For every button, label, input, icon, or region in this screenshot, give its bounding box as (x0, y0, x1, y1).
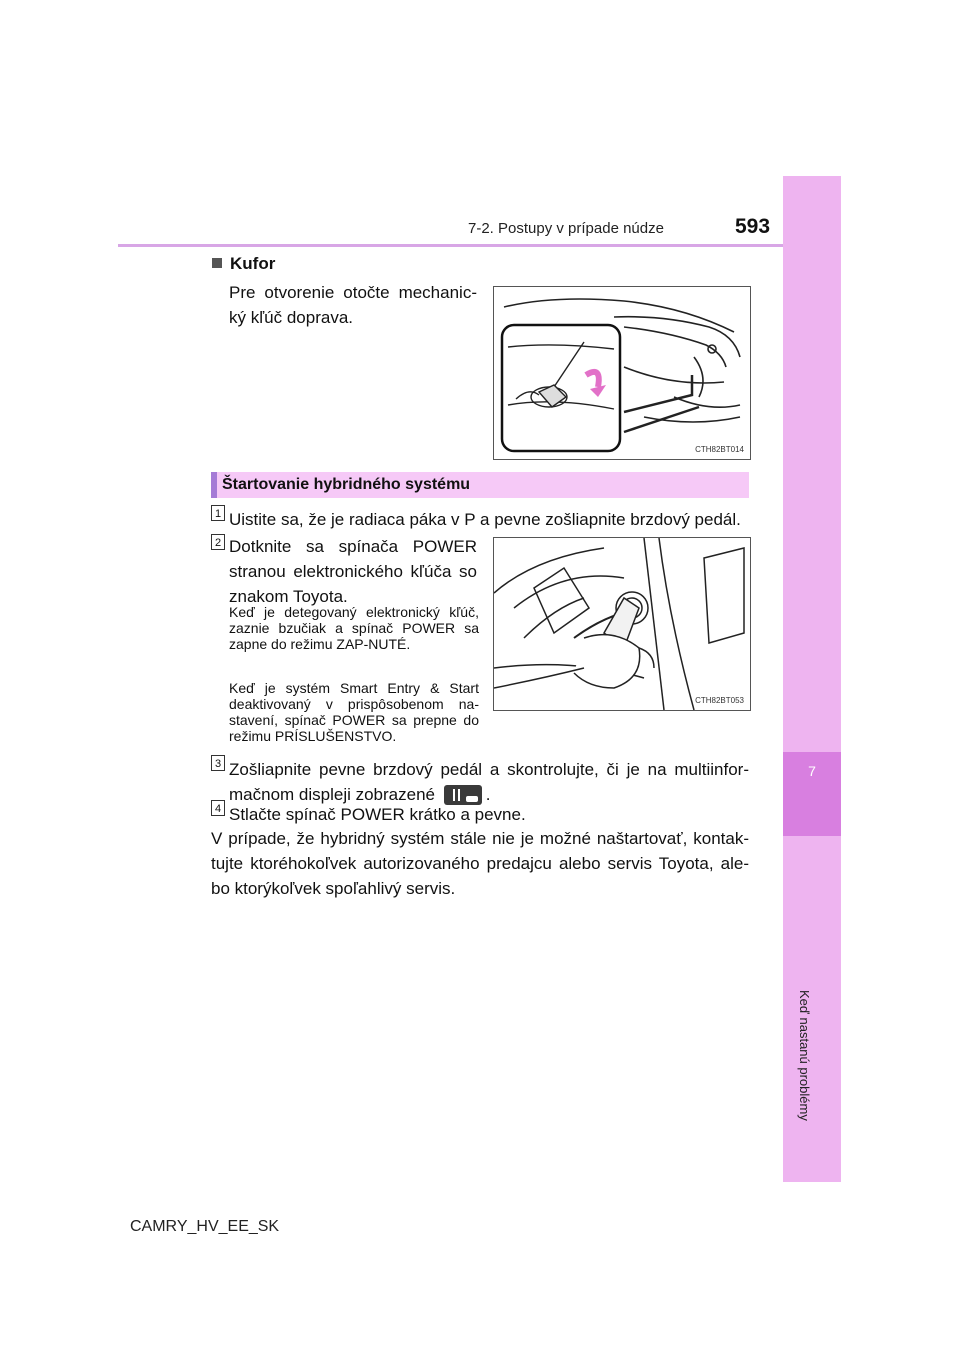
step-3-text-after: . (485, 785, 491, 804)
section-heading: Štartovanie hybridného systému (222, 476, 471, 493)
kufor-heading (212, 254, 275, 274)
step-3-text-before: Zošliapnite pevne brzdový pedál a skontrolujte, či je na multiinfor-mačnom displeji zobrazené (229, 760, 749, 804)
figure-code: CTH82BT014 (695, 445, 744, 454)
step-4-text: Stlačte spínač POWER krátko a pevne. (229, 805, 526, 824)
step-3-text (229, 757, 749, 807)
closing-paragraph: V prípade, že hybridný systém stále nie je možné naštartovať, kontak-tujte ktoréhokoľvek autorizovaného predajcu alebo servis Toyota, ale-bo ktorýkoľvek spoľahlivý servis. (211, 829, 749, 898)
document-footer-code: CAMRY_HV_EE_SK (130, 1218, 280, 1235)
step-number-4: 4 (211, 800, 225, 816)
trunk-key-drawing (494, 287, 750, 459)
step-number-2: 2 (211, 534, 225, 550)
step-number-3: 3 (211, 755, 225, 771)
trunk-key-illustration (493, 286, 751, 460)
side-tab-chapter-label: Keď nastanú problémy (797, 990, 812, 1121)
power-switch-drawing (494, 538, 750, 710)
step-1-text: Uistite sa, že je radiaca páka v P a pevne zošliapnite brzdový pedál. (229, 510, 741, 529)
step-number-1: 1 (211, 505, 225, 521)
step-2-note-1: Keď je detegovaný elektronický kľúč, zaznie bzučiak a spínač POWER sa zapne do režimu ZAP-NUTÉ. (229, 604, 479, 652)
bullet-square-icon (212, 258, 222, 268)
kufor-instruction: Pre otvorenie otočte mechanic-ký kľúč doprava. (229, 283, 477, 327)
power-switch-illustration (493, 537, 751, 711)
side-tab-chapter-number: 7 (808, 763, 816, 779)
header-section-title: 7-2. Postupy v prípade núdze (468, 220, 664, 237)
figure-code: CTH82BT053 (695, 696, 744, 705)
page-number: 593 (735, 215, 771, 238)
step-2-text: Dotknite sa spínača POWER stranou elektronického kľúča so znakom Toyota. (229, 537, 477, 606)
side-tab-strip (783, 176, 841, 1182)
kufor-title: Kufor (230, 254, 276, 273)
step-2-note-2: Keď je systém Smart Entry & Start deaktivovaný v prispôsobenom na-stavení, spínač POWER sa prepne do režimu PRÍSLUŠENSTVO. (229, 680, 479, 744)
header-rule (118, 244, 783, 247)
